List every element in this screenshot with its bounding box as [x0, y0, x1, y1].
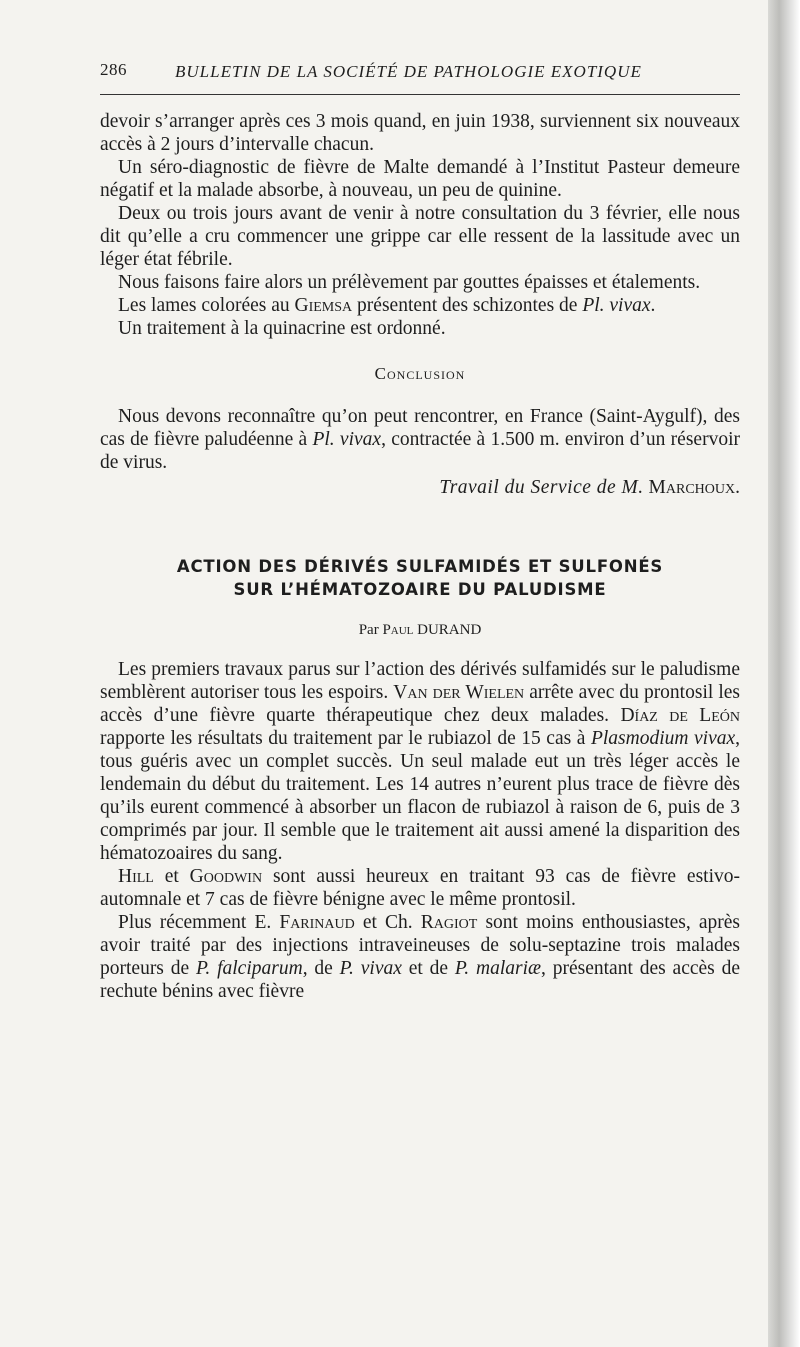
page-body	[100, 110, 740, 1003]
paragraph	[100, 658, 740, 865]
signature-text: Travail du Service de M.	[439, 477, 644, 498]
book-gutter	[768, 0, 800, 1347]
article-title-line: SUR L’HÉMATOZOAIRE DU PALUDISME	[233, 580, 607, 599]
species-name: P. malariæ	[454, 958, 542, 979]
section-heading: Conclusion	[374, 364, 466, 383]
header-rule	[100, 94, 740, 95]
text-run: et	[153, 866, 190, 887]
text-run: , contractée à 1.500 m. environ d’un réservoir de virus.	[100, 429, 740, 473]
page-number: 286	[100, 60, 127, 79]
text-run: et de	[401, 958, 455, 979]
paragraph: devoir s’arranger après ces 3 mois quand, en juin 1938, surviennent six nouveaux accès à 2 jours d’intervalle chacun.	[100, 111, 740, 155]
species-name: Pl. vivax	[312, 429, 382, 450]
author-name: Ragiot	[420, 912, 478, 933]
article-title-line: ACTION DES DÉRIVÉS SULFAMIDÉS ET SULFONÉS	[176, 557, 664, 576]
text-run: arrête avec du prontosil les accès d’une fièvre quarte thérapeutique chez deux malades.	[100, 682, 740, 726]
text-run: rapporte les résultats du traitement par le rubiazol de 15 cas à	[100, 728, 591, 749]
paragraph	[100, 405, 740, 474]
paragraph	[100, 294, 740, 317]
text-run: , de	[302, 958, 340, 979]
signature	[100, 476, 740, 499]
signature-name: Marchoux.	[648, 477, 740, 498]
text-run: sont aussi heureux en traitant 93 cas de fièvre estivo-automnale et 7 cas de fièvre bénigne avec le même prontosil.	[100, 866, 741, 910]
paragraph	[100, 911, 740, 1003]
text-run: sont moins enthousiastes, après avoir traité par des injections intraveineuses de solu-septazine trois malades porteurs de	[100, 912, 740, 979]
text-run: et Ch.	[354, 912, 421, 933]
text-run: .	[650, 295, 656, 316]
paragraph: Un traitement à la quinacrine est ordonné.	[118, 318, 446, 339]
author-first-name: Paul	[382, 622, 414, 638]
author-prefix: Par	[358, 622, 379, 638]
species-name: Plasmodium vivax	[590, 728, 736, 749]
author-name: Van der Wielen	[393, 682, 525, 703]
paragraph: Un séro-diagnostic de fièvre de Malte demandé à l’Institut Pasteur demeure négatif et la malade absorbe, à nouveau, un peu de quinine.	[100, 157, 740, 201]
article-title	[100, 555, 740, 601]
author-name: Díaz de León	[620, 705, 740, 726]
species-name: P. vivax	[339, 958, 402, 979]
text-run: Nous devons reconnaître qu’on peut rencontrer, en France (Saint-Aygulf), des cas de fièvre paludéenne à	[100, 406, 740, 450]
author-name: Giemsa	[294, 295, 353, 316]
author-name: Goodwin	[189, 866, 263, 887]
text-run: , tous guéris avec un complet succès. Un seul malade eut un très léger accès le lendemain du début du traitement. Les 14 autres n’eurent plus trace de fièvre dès qu’ils eurent commencé à absorber un flacon de rubiazol à raison de 6, puis de 3 comprimés par jour. Il semble que le traitement ait aussi amené la disparition des hématozoaires du sang.	[100, 728, 740, 864]
text-run: , présentant des accès de rechute bénins avec fièvre	[100, 958, 740, 1002]
text-run: présentent des schizontes de	[352, 295, 583, 316]
text-run: Les premiers travaux parus sur l’action des dérivés sulfamidés sur le paludisme semblèrent autoriser tous les espoirs.	[100, 659, 740, 703]
paragraph	[100, 865, 740, 911]
text-run: Plus récemment E.	[118, 912, 280, 933]
species-name: Pl. vivax	[582, 295, 651, 316]
paragraph: Nous faisons faire alors un prélèvement par gouttes épaisses et étalements.	[118, 272, 701, 293]
text-run: Les lames colorées au	[118, 295, 295, 316]
species-name: P. falciparum	[195, 958, 303, 979]
paragraph: Deux ou trois jours avant de venir à notre consultation du 3 février, elle nous dit qu’elle a cru commencer une grippe car elle ressent de la lassitude avec un léger état fébrile.	[100, 203, 740, 270]
author-name: Hill	[118, 866, 154, 887]
author-last-name: DURAND	[417, 622, 482, 638]
article-author	[100, 619, 740, 642]
running-title: BULLETIN DE LA SOCIÉTÉ DE PATHOLOGIE EXOTIQUE	[175, 62, 642, 81]
author-name: Farinaud	[279, 912, 355, 933]
